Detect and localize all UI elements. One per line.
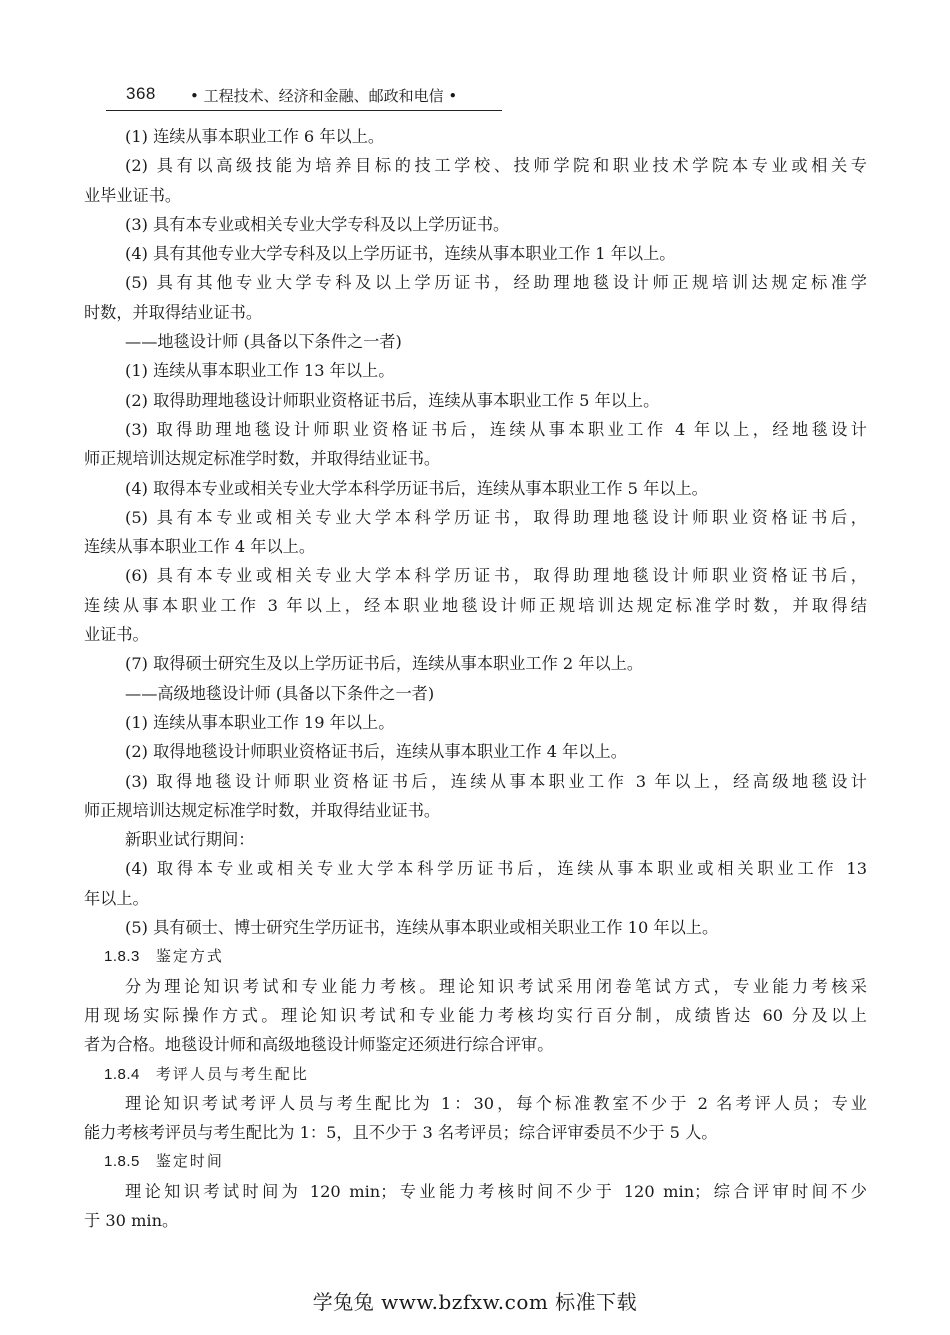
- text-line: 业毕业证书。: [84, 185, 182, 205]
- section-heading: [84, 942, 867, 971]
- section-title: 鉴定时间: [155, 1152, 224, 1171]
- text-line: (2) 取得地毯设计师职业资格证书后，连续从事本职业工作 4 年以上。: [125, 742, 627, 762]
- text-line: (3) 取得地毯设计师职业资格证书后，连续从事本职业工作 3 年以上，经高级地毯设计: [125, 771, 867, 791]
- text-line: 连续从事本职业工作 4 年以上。: [84, 537, 316, 557]
- text-line: (4) 具有其他专业大学专科及以上学历证书，连续从事本职业工作 1 年以上。: [125, 244, 676, 264]
- text-line: (1) 连续从事本职业工作 13 年以上。: [125, 361, 395, 381]
- text-line: 者为合格。地毯设计师和高级地毯设计师鉴定还须进行综合评审。: [84, 1035, 554, 1055]
- text-line: 师正规培训达规定标准学时数，并取得结业证书。: [84, 800, 441, 820]
- text-line: 分为理论知识考试和专业能力考核。理论知识考试采用闭卷笔试方式，专业能力考核采: [125, 976, 867, 996]
- text-line: (7) 取得硕士研究生及以上学历证书后，连续从事本职业工作 2 年以上。: [125, 654, 644, 674]
- text-line: (2) 取得助理地毯设计师职业资格证书后，连续从事本职业工作 5 年以上。: [125, 390, 660, 410]
- section-title: 鉴定方式: [155, 947, 224, 966]
- text-line: 于 30 min。: [84, 1210, 179, 1230]
- section-number: 1.8.4: [104, 1065, 140, 1083]
- text-line: (1) 连续从事本职业工作 19 年以上。: [125, 712, 395, 732]
- text-line: 新职业试行期间：: [125, 830, 255, 850]
- page-number: 368: [126, 84, 156, 103]
- text-line: (5) 具有硕士、博士研究生学历证书，连续从事本职业或相关职业工作 10 年以上。: [125, 918, 719, 938]
- text-line: (1) 连续从事本职业工作 6 年以上。: [125, 127, 385, 146]
- text-line: (2) 具有以高级技能为培养目标的技工学校、技师学院和职业技术学院本专业或相关专: [125, 156, 867, 176]
- text-line: (5) 具有其他专业大学专科及以上学历证书，经助理地毯设计师正规培训达规定标准学: [125, 273, 867, 293]
- section-title: 考评人员与考生配比: [155, 1064, 309, 1083]
- text-line: (5) 具有本专业或相关专业大学本科学历证书，取得助理地毯设计师职业资格证书后，: [125, 507, 867, 527]
- watermark-footer: 学兔兔 www.bzfxw.com 标准下载: [312, 1290, 638, 1314]
- text-line: 时数，并取得结业证书。: [84, 302, 263, 322]
- text-line: 理论知识考试时间为 120 min；专业能力考核时间不少于 120 min；综合评审时间不少: [125, 1181, 867, 1201]
- text-line: (6) 具有本专业或相关专业大学本科学历证书，取得助理地毯设计师职业资格证书后，: [125, 566, 867, 586]
- text-line: 连续从事本职业工作 3 年以上，经本职业地毯设计师正规培训达规定标准学时数，并取得结: [84, 595, 867, 615]
- text-line: 业证书。: [84, 625, 149, 645]
- text-line: (3) 具有本专业或相关专业大学专科及以上学历证书。: [125, 214, 510, 234]
- text-line: (3) 取得助理地毯设计师职业资格证书后，连续从事本职业工作 4 年以上，经地毯设计: [125, 419, 867, 439]
- text-line: (4) 取得本专业或相关专业大学本科学历证书后，连续从事本职业或相关职业工作 13: [125, 859, 867, 879]
- text-line: 年以上。: [84, 888, 149, 908]
- text-line: ——地毯设计师 (具备以下条件之一者): [125, 332, 402, 352]
- running-title: • 工程技术、经济和金融、邮政和电信 •: [190, 87, 458, 105]
- text-line: 师正规培训达规定标准学时数，并取得结业证书。: [84, 449, 441, 469]
- section-heading: [84, 1147, 867, 1176]
- text-line: (4) 取得本专业或相关专业大学本科学历证书后，连续从事本职业工作 5 年以上。: [125, 478, 708, 498]
- section-number: 1.8.5: [104, 1153, 140, 1171]
- text-line: ——高级地毯设计师 (具备以下条件之一者): [125, 683, 435, 703]
- text-line: 能力考核考评员与考生配比为 1：5，且不少于 3 名考评员；综合评审委员不少于 5 人。: [84, 1123, 718, 1143]
- section-heading: [84, 1060, 867, 1089]
- text-line: 用现场实际操作方式。理论知识考试和专业能力考核均实行百分制，成绩皆达 60 分及以上: [84, 1005, 867, 1025]
- text-line: 理论知识考试考评人员与考生配比为 1：30，每个标准教室不少于 2 名考评人员；专业: [125, 1093, 867, 1113]
- document-body: [84, 122, 867, 1235]
- section-number: 1.8.3: [104, 948, 140, 966]
- page-header: [106, 82, 502, 111]
